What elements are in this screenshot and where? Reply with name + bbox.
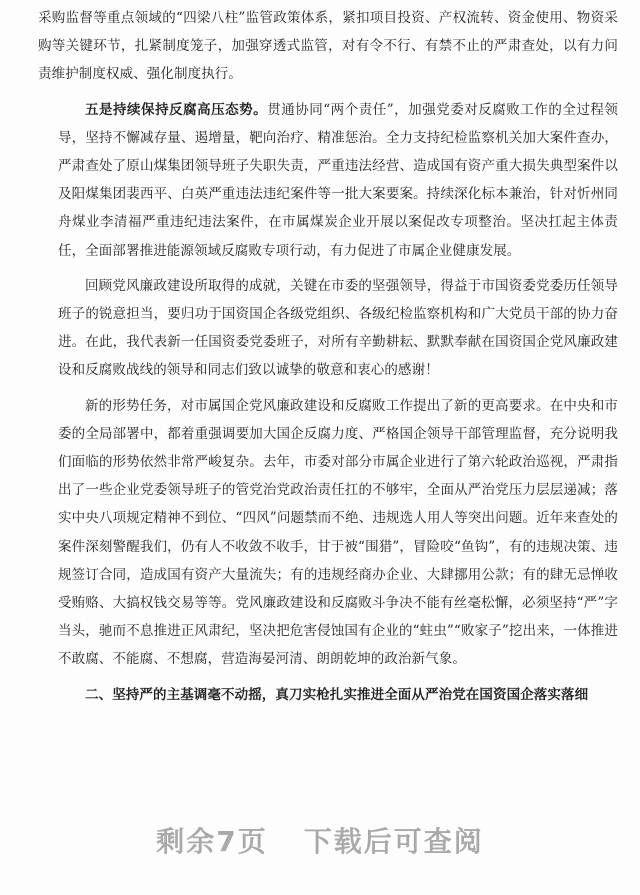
download-banner[interactable] xyxy=(0,818,640,862)
section-heading xyxy=(58,681,618,709)
paragraph-gap xyxy=(58,674,618,681)
section-heading-text: 二、坚持严的主基调毫不动摇，真刀实枪扎实推进全面从严治党在国资国企落实落细 xyxy=(85,686,589,703)
paragraph-anticorruption xyxy=(58,96,618,265)
paragraph-situation xyxy=(58,392,618,674)
paragraph-lead-heading: 五是持续保持反腐高压态势。 xyxy=(85,101,268,118)
paragraph-text: 新的形势任务，对市属国企党风廉政建设和反腐败工作提出了新的更高要求。在中央和市委的全局部署中，都着重强调要加大国企反腐力度、严格国企领导干部管理监督，充分说明我们面临的形势依然非常严峻复杂。去年，市委对部分市属企业进行了第六轮政治巡视，严肃指出了一些企业党委领导班子的管党治党政治责任扛的不够牢，全面从严治党压力层层递减；落实中央八项规定精神不到位、“四风”问题禁而不绝、违规选人用人等突出问题。近年来查处的案件深刻警醒我们，仍有人不收敛不收手，甘于被“围猎”，冒险咬“鱼钩”，有的违规决策、违规签订合同，造成国有资产大量流失；有的违规经商办企业、大肆挪用公款；有的肆无忌惮收受贿赂、大搞权钱交易等等。党风廉政建设和反腐败斗争决不能有丝毫松懈，必须坚持“严”字当头，驰而不息推进正风肃纪，坚决把危害侵蚀国有企业的“蛀虫”“败家子”挖出来，一体推进不敢腐、不能腐、不想腐，营造海晏河清、朗朗乾坤的政治新气象。 xyxy=(58,397,618,668)
paragraph-gap xyxy=(58,385,618,392)
document-body xyxy=(38,4,618,709)
paragraph-gap xyxy=(58,265,618,272)
paragraph-text: 采购监督等重点领域的“四梁八柱”监管政策体系，紧扣项目投资、产权流转、资金使用、物资采购等关键环节，扎紧制度笼子，加强穿透式监管，对有令不行、有禁不止的严肃查处，以有力问责维护制度权威、强化制度执行。 xyxy=(38,10,618,83)
paragraph-continuation xyxy=(38,4,618,89)
paragraph-gap xyxy=(58,89,618,96)
paragraph-review xyxy=(58,272,618,385)
download-to-view-label: 下载后可查阅 xyxy=(303,825,484,858)
paragraph-text: 回顾党风廉政建设所取得的成就，关键在市委的坚强领导，得益于市国资委党委历任领导班子的锐意担当，要归功于国资国企各级党组织、各级纪检监察机构和广大党员干部的协力奋进。在此，我代表新一任国资委党委班子，对所有辛勤耕耘、默默奉献在国资国企党风廉政建设和反腐败战线的领导和同志们致以诚挚的敬意和衷心的感谢！ xyxy=(58,277,618,379)
remaining-pages-label: 剩余7页 xyxy=(156,825,268,858)
paragraph-text: 贯通协同“两个责任”，加强党委对反腐败工作的全过程领导，坚持不懈减存量、遏增量，靶向治疗、精准惩治。全力支持纪检监察机关加大案件查办，严肃查处了原山煤集团领导班子失职失责，严重违法经营、造成国有资产重大损失典型案件以及阳煤集团裴西平、白英严重违法违纪案件等一批大案要案。持续深化标本兼治，针对忻州同舟煤业李清福严重违纪违法案件，在市属煤炭企业开展以案促改专项整治。坚决扛起主体责任，全面部署推进能源领域反腐败专项行动，有力促进了市属企业健康发展。 xyxy=(58,101,618,259)
download-prompt-button[interactable] xyxy=(156,820,484,860)
